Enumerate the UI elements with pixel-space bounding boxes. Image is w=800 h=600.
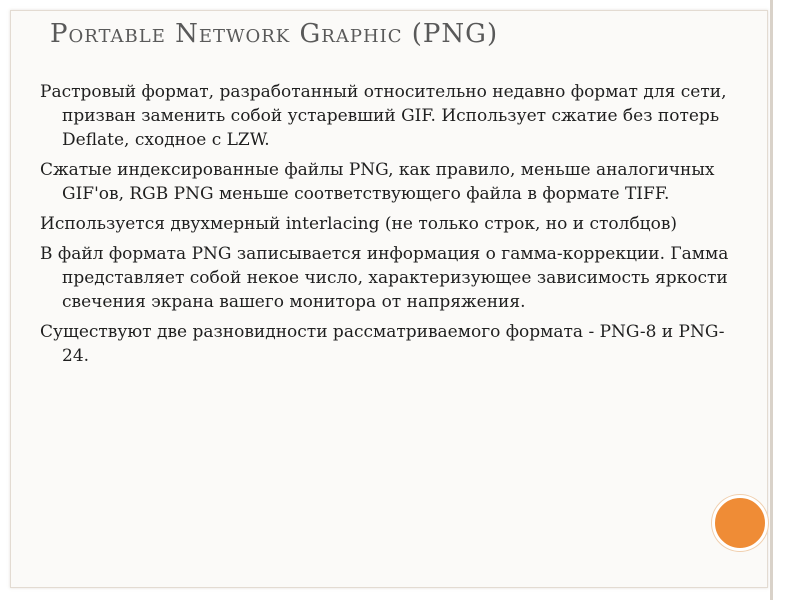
slide-body — [40, 80, 740, 374]
slide-title: Portable Network Graphic (PNG) — [50, 19, 499, 49]
paragraph-2: Сжатые индексированные файлы PNG, как правило, меньше аналогичных GIF'ов, RGB PNG меньше соответствующего файла в формате TIFF. — [40, 160, 715, 204]
paragraph-5: Существуют две разновидности рассматриваемого формата - PNG-8 и PNG-24. — [40, 322, 725, 366]
paragraph-1: Растровый формат, разработанный относительно недавно формат для сети, призван заменить собой устаревший GIF. Использует сжатие без потерь Deflate, сходное с LZW. — [40, 82, 727, 150]
paragraph-3: Используется двухмерный interlacing (не только строк, но и столбцов) — [40, 214, 678, 234]
right-decorative-rule — [770, 0, 773, 600]
paragraph-4: В файл формата PNG записывается информация о гамма-коррекции. Гамма представляет собой некое число, характеризующее зависимость яркости свечения экрана вашего монитора от напряжения. — [40, 244, 729, 312]
orange-circle-icon — [712, 495, 768, 551]
